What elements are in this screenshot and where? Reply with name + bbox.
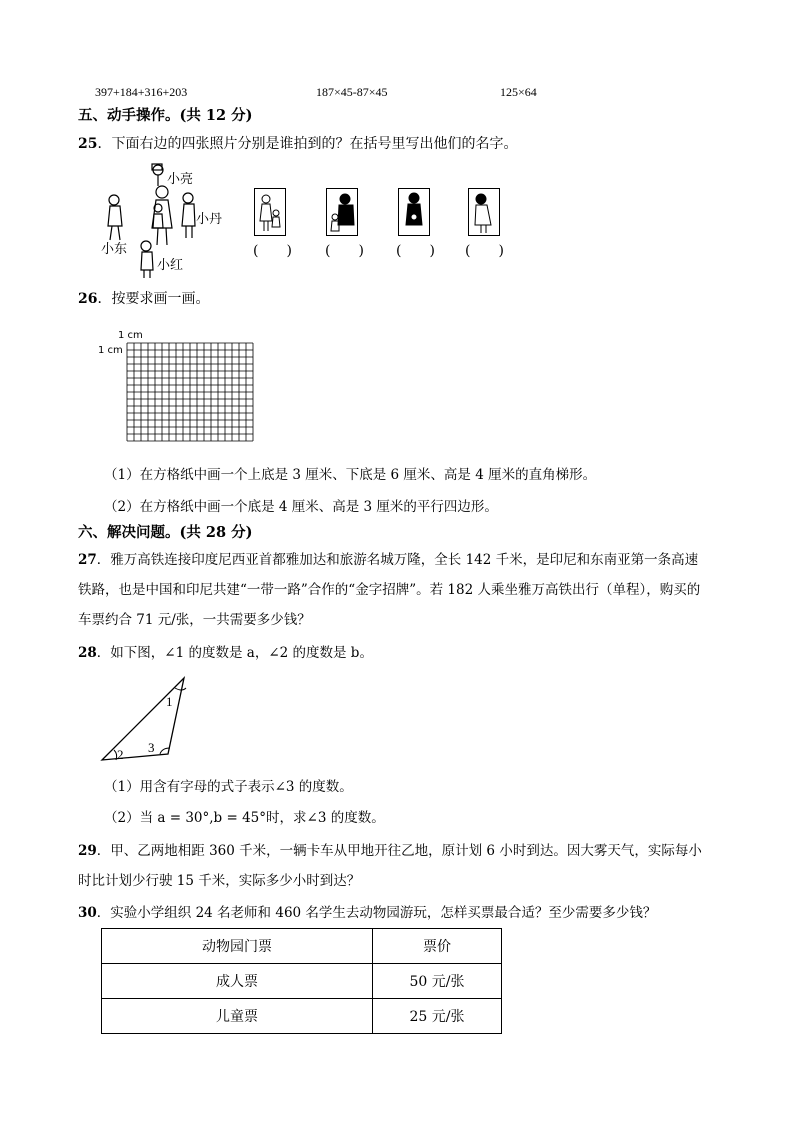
answer-blank-4[interactable]: ( ) [465,243,504,259]
question-text: ．下面右边的四张照片分别是谁拍到的？在括号里写出他们的名字。 [97,136,518,152]
question-27-line-1 [78,550,698,570]
question-26 [78,289,209,309]
xiaoliang-figure [152,164,163,186]
grid-unit-label-top: 1 cm [118,330,143,341]
question-25 [78,134,517,154]
question-number: 30 [78,905,97,921]
photo-1-figures [255,189,285,235]
photo-3 [398,188,430,236]
section-5-title: 五、动手操作。(共 12 分) [78,107,253,124]
table-row [102,999,502,1034]
question-29-line-2: 时比计划少行驶 15 千米，实际多少小时到达？ [78,873,361,889]
angle-label-2: 2 [117,747,124,762]
table-cell-price: 50 元/张 [373,964,502,999]
question-text: ．甲、乙两地相距 360 千米，一辆卡车从甲地开往乙地，原计划 6 小时到达。因大雾天气，实际每小 [96,843,702,859]
q26-item-2: （2）在方格纸中画一个底是 4 厘米、高是 3 厘米的平行四边形。 [104,499,498,515]
name-label-xiaohong: 小红 [157,258,184,273]
section-6-title: 六、解决问题。(共 28 分) [78,524,253,541]
triangle-outline [102,678,184,760]
child-figure [153,204,163,228]
photo-4 [468,188,500,236]
table-cell-ticket: 成人票 [102,964,373,999]
photo-2 [326,188,358,236]
question-text: ．按要求画一画。 [97,291,210,307]
photo-2-figures [327,189,357,235]
question-number: 26 [78,291,98,307]
square-grid-paper[interactable] [126,342,254,446]
triangle-figure [100,676,195,766]
question-number: 28 [78,645,97,661]
question-text: ．实验小学组织 24 名老师和 460 名学生去动物园游玩，怎样买票最合适？至少需要多少钱？ [96,905,657,921]
angle-label-1: 1 [166,694,173,709]
calc-expression-3: 125×64 [500,85,537,99]
table-cell-ticket: 儿童票 [102,999,373,1034]
name-label-xiaodan: 小丹 [196,212,223,227]
angle-label-3: 3 [148,740,155,755]
question-27-line-2: 铁路，也是中国和印尼共建“一带一路”合作的“金字招牌”。若 182 人乘坐雅万高铁出行（单程），购买的 [78,582,701,598]
table-header-ticket: 动物园门票 [102,929,373,964]
answer-blank-3[interactable]: ( ) [396,243,435,259]
xiaodan-figure [182,193,195,238]
xiaohong-figure [141,241,153,278]
ticket-price-table [101,928,502,1034]
question-number: 25 [78,136,98,152]
table-header-price: 票价 [373,929,502,964]
photo-4-figures [469,189,499,235]
calc-expression-2: 187×45-87×45 [316,85,388,99]
question-text: ．雅万高铁连接印度尼西亚首都雅加达和旅游名城万隆，全长 142 千米，是印尼和东南亚第一条高速 [96,552,699,568]
photo-1 [254,188,286,236]
xiaodong-figure [108,195,122,240]
question-30 [78,903,656,923]
question-number: 29 [78,843,97,859]
grid-unit-label-left: 1 cm [98,345,123,356]
angle-1-arc [175,688,186,690]
table-row [102,964,502,999]
question-28 [78,643,373,663]
question-text: ．如下图，∠1 的度数是 a，∠2 的度数是 b。 [96,645,373,661]
table-header-row [102,929,502,964]
question-27-line-3: 车票约合 71 元/张，一共需要多少钱？ [78,612,311,628]
question-29-line-1 [78,841,702,861]
table-cell-price: 25 元/张 [373,999,502,1034]
calc-expression-1: 397+184+316+203 [95,85,188,99]
name-label-xiaodong: 小东 [101,242,128,257]
question-number: 27 [78,552,97,568]
photo-3-figures [399,189,429,235]
answer-blank-1[interactable]: ( ) [253,243,292,259]
q28-item-2: （2）当 a = 30°,b = 45°时，求∠3 的度数。 [104,810,385,826]
name-label-xiaoliang: 小亮 [167,172,194,187]
answer-blank-2[interactable]: ( ) [325,243,364,259]
q28-item-1: （1）用含有字母的式子表示∠3 的度数。 [104,779,353,795]
q26-item-1: （1）在方格纸中画一个上底是 3 厘米、下底是 6 厘米、高是 4 厘米的直角梯形。 [104,467,597,483]
